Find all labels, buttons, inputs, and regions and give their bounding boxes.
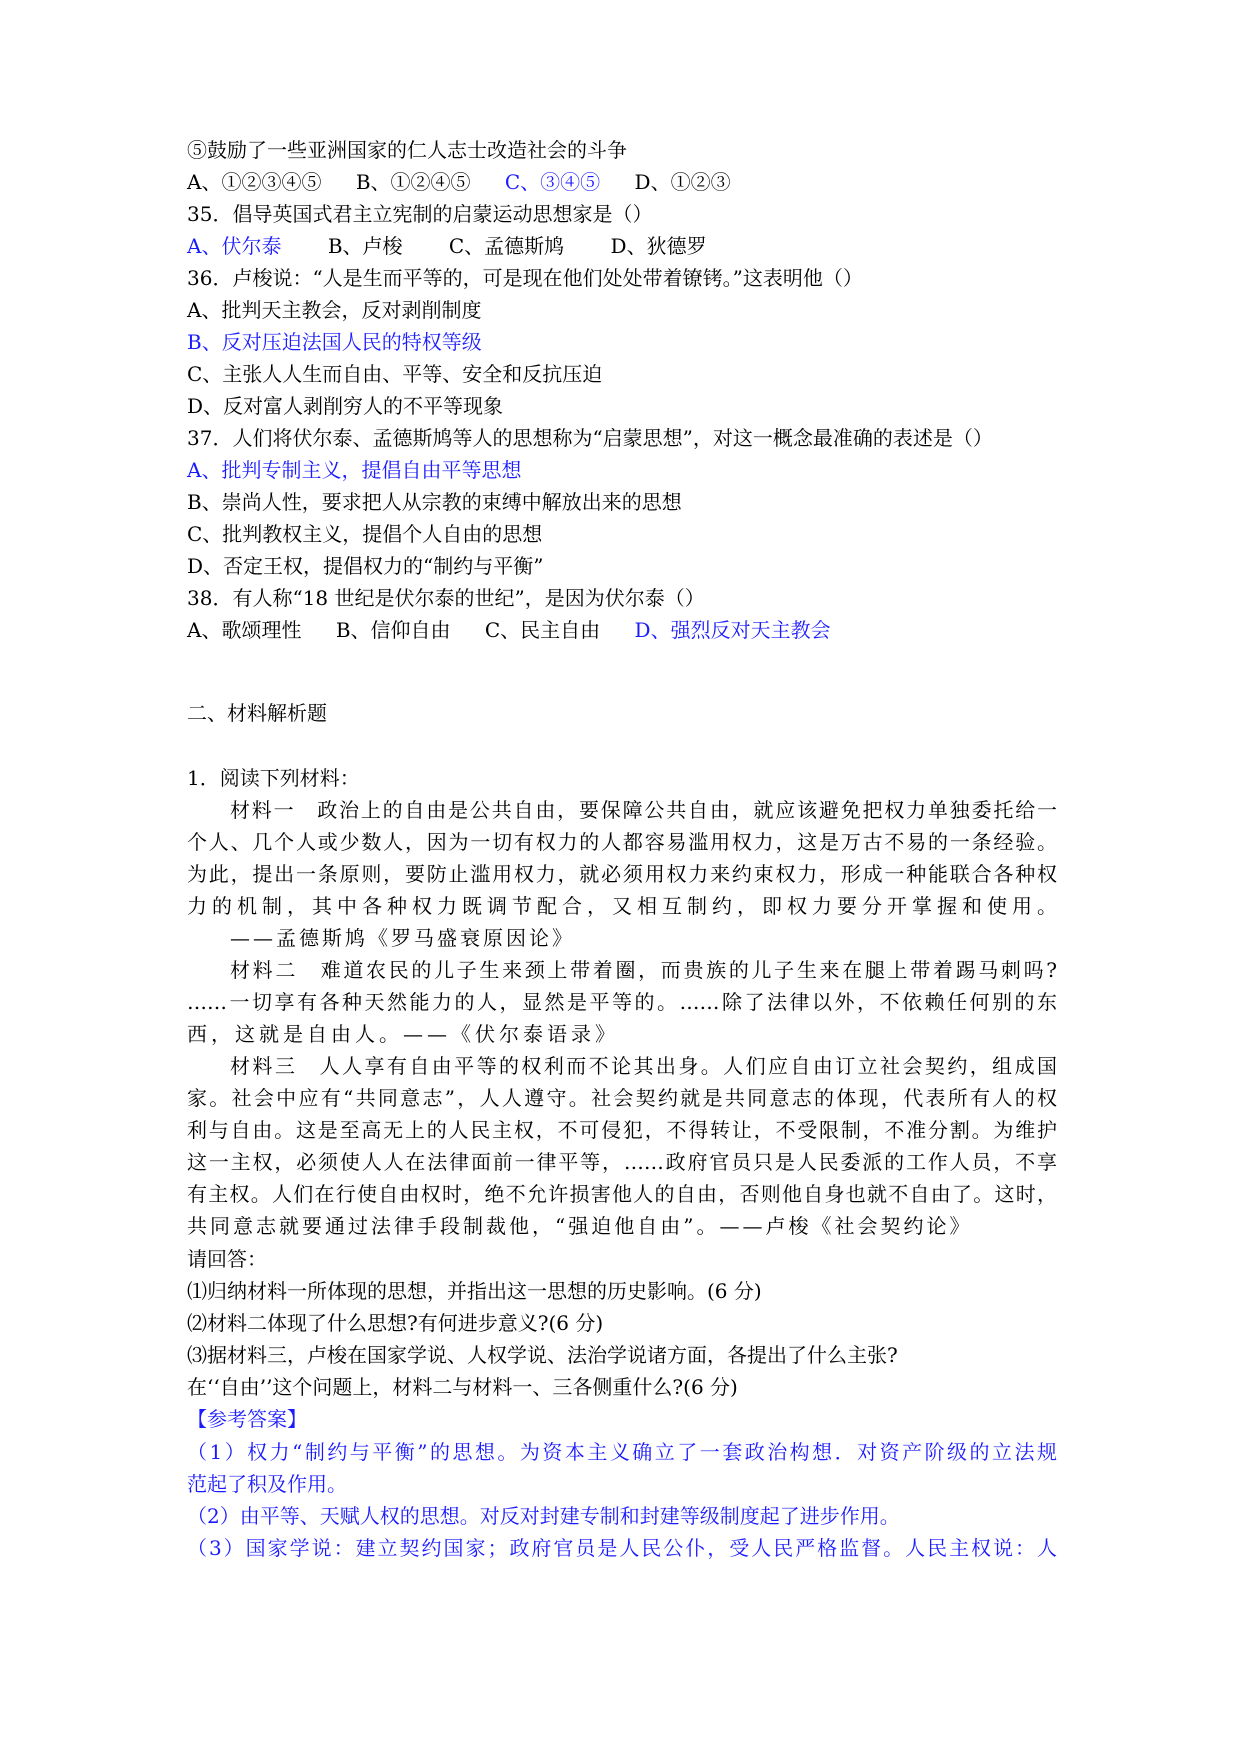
section-title: 二、材料解析题 <box>187 701 327 725</box>
answer-title: 【参考答案】 <box>187 1407 307 1431</box>
q37-option-b: B、崇尚人性，要求把人从宗教的束缚中解放出来的思想 <box>187 490 682 514</box>
ask-label: 请回答： <box>187 1247 267 1271</box>
question-1: ⑴归纳材料一所体现的思想，并指出这一思想的历史影响。(6 分) <box>187 1279 762 1303</box>
answer-line: （1）权力“制约与平衡”的思想。为资本主义确立了一套政治构想．对资产阶级的立法规 <box>187 1440 1057 1464</box>
q37-option-d: D、否定王权，提倡权力的“制约与平衡” <box>187 554 544 578</box>
material-line: 为此，提出一条原则，要防止滥用权力，就必须用权力来约束权力，形成一种能联合各种权 <box>187 862 1057 886</box>
q38-options <box>187 617 859 643</box>
q35-options <box>187 233 735 259</box>
material-line: ……一切享有各种天然能力的人，显然是平等的。……除了法律以外，不依赖任何别的东 <box>187 990 1057 1014</box>
question-3: ⑶据材料三，卢梭在国家学说、人权学说、法治学说诸方面，各提出了什么主张? <box>187 1343 898 1367</box>
q36-option-d: D、反对富人剥削穷人的不平等现象 <box>187 394 504 418</box>
q34-option-d: D、①②③ <box>634 170 731 194</box>
material-line: 个人、几个人或少数人，因为一切有权力的人都容易滥用权力，这是万古不易的一条经验。 <box>187 830 1057 854</box>
material-line: 材料三 人人享有自由平等的权利而不论其出身。人们应自由订立社会契约，组成国 <box>230 1054 1057 1078</box>
q35-option-b: B、卢梭 <box>327 234 403 258</box>
q36-stem: 36．卢梭说：“人是生而平等的，可是现在他们处处带着镣铐。”这表明他（） <box>187 266 863 290</box>
material-line: 有主权。人们在行使自由权时，绝不允许损害他人的自由，否则他自身也就不自由了。这时， <box>187 1182 1057 1206</box>
q38-option-a: A、歌颂理性 <box>187 618 302 642</box>
answer-line: （3）国家学说：建立契约国家；政府官员是人民公仆，受人民严格监督。人民主权说：人 <box>187 1536 1057 1560</box>
material-line: 西，这就是自由人。——《伏尔泰语录》 <box>187 1022 619 1046</box>
material-line: 材料一 政治上的自由是公共自由，要保障公共自由，就应该避免把权力单独委托给一 <box>230 798 1057 822</box>
material-line: 这一主权，必须使人人在法律面前一律平等，……政府官员只是人民委派的工作人员，不享 <box>187 1150 1057 1174</box>
q35-option-a: A、伏尔泰 <box>187 234 282 258</box>
q34-item5: ⑤鼓励了一些亚洲国家的仁人志士改造社会的斗争 <box>187 138 627 162</box>
q35-stem: 35．倡导英国式君主立宪制的启蒙运动思想家是（） <box>187 202 653 226</box>
q37-option-a: A、批判专制主义，提倡自由平等思想 <box>187 458 522 482</box>
question-2: ⑵材料二体现了什么思想?有何进步意义?(6 分) <box>187 1311 604 1335</box>
q37-option-c: C、批判教权主义，提倡个人自由的思想 <box>187 522 543 546</box>
q38-option-c: C、民主自由 <box>484 618 601 642</box>
q35-option-c: C、孟德斯鸠 <box>448 234 565 258</box>
q36-option-c: C、主张人人生而自由、平等、安全和反抗压迫 <box>187 362 603 386</box>
q36-option-a: A、批判天主教会，反对剥削制度 <box>187 298 482 322</box>
answer-line: 范起了积及作用。 <box>187 1472 347 1496</box>
material-line: 共同意志就要通过法律手段制裁他，“强迫他自由”。——卢梭《社会契约论》 <box>187 1214 973 1238</box>
material-source: ——孟德斯鸠《罗马盛衰原因论》 <box>230 926 575 950</box>
q38-option-b: B、信仰自由 <box>335 618 451 642</box>
material-line: 力的机制，其中各种权力既调节配合，又相互制约，即权力要分开掌握和使用。 <box>187 894 1062 918</box>
q34-option-c: C、③④⑤ <box>504 170 601 194</box>
material-line: 利与自由。这是至高无上的人民主权，不可侵犯，不得转让，不受限制，不准分割。为维护 <box>187 1118 1057 1142</box>
question-3-cont: 在‘‘自由’’这个问题上，材料二与材料一、三各侧重什么?(6 分) <box>187 1375 738 1399</box>
q34-options <box>187 169 759 195</box>
q38-option-d: D、强烈反对天主教会 <box>634 618 831 642</box>
q34-option-a: A、①②③④⑤ <box>187 170 322 194</box>
q1-intro: 1．阅读下列材料： <box>187 766 360 790</box>
q37-stem: 37．人们将伏尔泰、孟德斯鸠等人的思想称为“启蒙思想”，对这一概念最准确的表述是（） <box>187 426 993 450</box>
q34-option-b: B、①②④⑤ <box>355 170 471 194</box>
material-line: 家。社会中应有“共同意志”，人人遵守。社会契约就是共同意志的体现，代表所有人的权 <box>187 1086 1057 1110</box>
q38-stem: 38．有人称“18 世纪是伏尔泰的世纪”，是因为伏尔泰（） <box>187 586 705 610</box>
q36-option-b: B、反对压迫法国人民的特权等级 <box>187 330 482 354</box>
q35-option-d: D、狄德罗 <box>610 234 707 258</box>
material-line: 材料二 难道农民的儿子生来颈上带着圈，而贵族的儿子生来在腿上带着踢马刺吗? <box>230 958 1057 982</box>
answer-line: （2）由平等、天赋人权的思想。对反对封建专制和封建等级制度起了进步作用。 <box>187 1504 900 1528</box>
